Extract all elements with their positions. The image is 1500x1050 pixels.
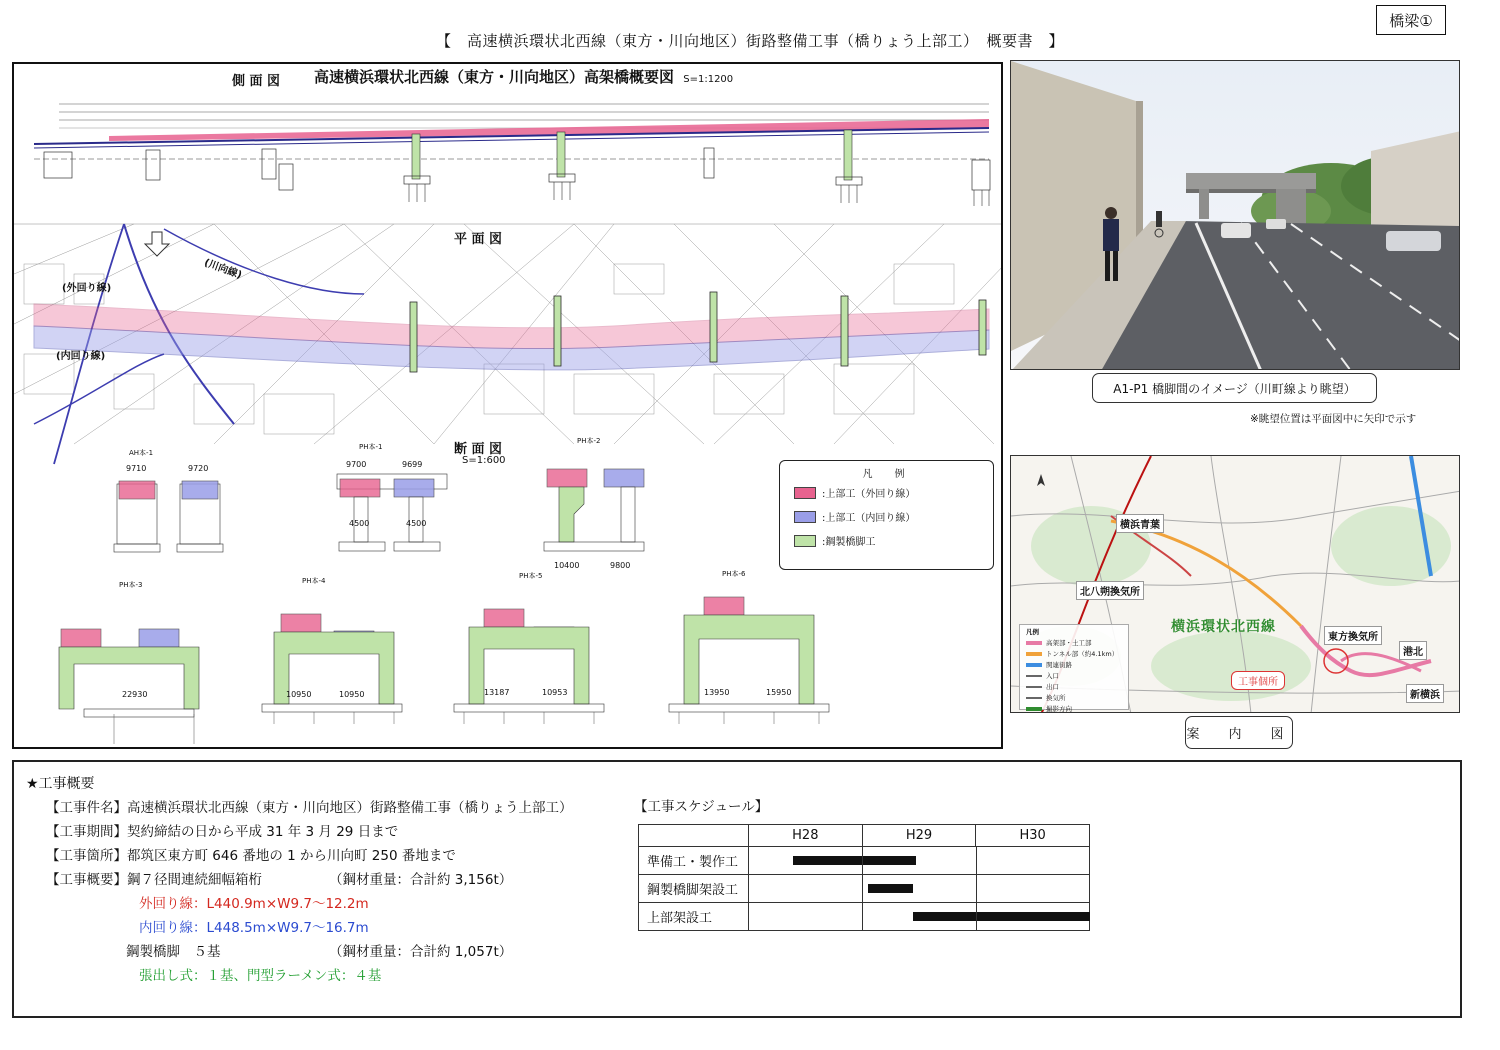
- map-legend-item: 入口: [1026, 671, 1122, 680]
- map-label-shin-yokohama: 新横浜: [1406, 684, 1444, 703]
- map-label-kitahassaku: 北八朔換気所: [1076, 581, 1144, 600]
- pier-label: PH本-4: [302, 577, 326, 585]
- map-label-kohoku: 港北: [1399, 641, 1427, 660]
- year-divider: [862, 903, 863, 930]
- inner-line-label: (内回り線): [56, 351, 106, 362]
- pier-label: PH本-1: [359, 443, 383, 451]
- schedule-header-row: [639, 825, 1090, 847]
- section-width: 10950: [286, 690, 312, 699]
- pier-label: PH本-2: [577, 437, 601, 445]
- section-width: 9800: [610, 561, 631, 570]
- rendering-svg: [1011, 61, 1460, 370]
- cross-section-drawings: [59, 469, 829, 744]
- bridge-drawing-panel: [12, 62, 1003, 749]
- schedule-row: [639, 875, 1090, 903]
- schedule-task-label: 準備工・製作工: [639, 847, 749, 875]
- route-name-label: 横浜環状北西線: [1171, 619, 1276, 635]
- plan-view-label: 平 面 図: [454, 232, 503, 247]
- section-width: 4500: [406, 519, 427, 528]
- section-scale: S=1:600: [462, 455, 506, 466]
- map-legend-item: 関連街路: [1026, 660, 1122, 669]
- document-tag: 橋梁①: [1376, 5, 1446, 35]
- overview-inner-line: 内回り線：L448.5m×W9.7～16.7m: [139, 920, 369, 936]
- schedule-row: [639, 903, 1090, 931]
- overview-piers-weight: （鋼材重量：合計約 1,057t）: [329, 944, 513, 960]
- section-width: 10400: [554, 561, 580, 570]
- section-label: 断 面 図: [454, 442, 503, 457]
- legend-item-outer: [794, 485, 915, 500]
- schedule-bar-cell: [749, 847, 1090, 875]
- overview-outer-line: 外回り線：L440.9m×W9.7～12.2m: [139, 896, 369, 912]
- overview-piers: 鋼製橋脚 ５基: [126, 944, 221, 960]
- overview-summary-weight: （鋼材重量：合計約 3,156t）: [329, 872, 513, 888]
- section-width: 13950: [704, 688, 730, 697]
- section-width: 15950: [766, 688, 792, 697]
- schedule-bar: [913, 912, 1090, 921]
- side-view-drawing: [34, 104, 990, 206]
- schedule-task-label: 上部架設工: [639, 903, 749, 931]
- schedule-row: [639, 847, 1090, 875]
- pier-label: PH本-6: [722, 570, 746, 578]
- year-divider: [862, 875, 863, 902]
- overview-heading: ★工事概要: [26, 776, 95, 792]
- schedule-header-blank: [639, 825, 749, 847]
- map-legend-item: トンネル部（約4.1km）: [1026, 649, 1122, 658]
- rendering-caption: A1-P1 橋脚間のイメージ（川町線より眺望）: [1092, 373, 1377, 403]
- legend-title: 凡 例: [862, 469, 911, 480]
- schedule-task-label: 鋼製橋脚架設工: [639, 875, 749, 903]
- map-label-higashikata: 東方換気所: [1324, 626, 1382, 645]
- legend-label: :上部工（外回り線）: [822, 489, 916, 500]
- year-divider: [862, 847, 863, 874]
- drawing-title: 高速横浜環状北西線（東方・川向地区）高架橋概要図 S=1:1200: [314, 68, 734, 86]
- overview-location: 【工事箇所】都筑区東方町 646 番地の 1 から川向町 250 番地まで: [46, 848, 456, 864]
- page-title: 【 高速横浜環状北西線（東方・川向地区）街路整備工事（橋りょう上部工） 概要書 】: [435, 32, 1064, 50]
- legend-item-inner: [794, 509, 915, 524]
- section-width: 4500: [349, 519, 370, 528]
- schedule-bar: [868, 884, 912, 893]
- section-width: 22930: [122, 690, 148, 699]
- viaduct-rendering-image: [1010, 60, 1460, 370]
- map-legend: [1019, 624, 1129, 713]
- schedule-bar: [793, 856, 916, 865]
- map-legend-item: 高架部・土工部: [1026, 638, 1122, 647]
- section-width: 10950: [339, 690, 365, 699]
- rendering-note: ※眺望位置は平面図中に矢印で示す: [1250, 413, 1417, 425]
- map-legend-item: 撮影方向: [1026, 704, 1122, 713]
- section-width: 9700: [346, 460, 367, 469]
- map-legend-title: 凡例: [1026, 628, 1039, 636]
- schedule-year: H28: [749, 825, 863, 847]
- year-divider: [976, 875, 977, 902]
- guide-map: [1010, 455, 1460, 713]
- overview-name: 【工事件名】高速横浜環状北西線（東方・川向地区）街路整備工事（橋りょう上部工）: [46, 800, 573, 816]
- side-view-label: 側 面 図: [232, 74, 281, 89]
- kawamuko-line-label: (川向線): [202, 257, 244, 282]
- pier-label: PH本-5: [519, 572, 543, 580]
- map-legend-item: 出口: [1026, 682, 1122, 691]
- schedule-year: H30: [976, 825, 1090, 847]
- schedule-bar-cell: [749, 903, 1090, 931]
- drawing-scale: S=1:1200: [683, 74, 734, 85]
- year-divider: [976, 847, 977, 874]
- drawing-legend: [779, 460, 994, 570]
- bridge-drawing-svg: [14, 64, 1003, 749]
- schedule-year: H29: [862, 825, 976, 847]
- schedule-title: 【工事スケジュール】: [634, 799, 769, 815]
- overview-summary: 【工事概要】鋼７径間連続細幅箱桁: [46, 872, 262, 888]
- legend-label: :上部工（内回り線）: [822, 513, 916, 524]
- map-label-aoba: 横浜青葉: [1116, 514, 1164, 533]
- overview-period: 【工事期間】契約締結の日から平成 31 年 3 月 29 日まで: [46, 824, 399, 840]
- legend-label: :鋼製橋脚工: [822, 537, 876, 548]
- pink-swatch: [794, 487, 816, 499]
- legend-item-pier: [794, 533, 875, 548]
- map-caption: 案 内 図: [1185, 716, 1293, 749]
- blue-swatch: [794, 511, 816, 523]
- map-legend-item: 換気所: [1026, 693, 1122, 702]
- year-divider: [976, 903, 977, 930]
- pier-label: PH本-3: [119, 581, 143, 589]
- construction-overview-panel: [12, 760, 1462, 1018]
- outer-line-label: (外回り線): [62, 283, 112, 294]
- section-width: 9710: [126, 464, 147, 473]
- section-width: 9699: [402, 460, 423, 469]
- construction-site-tag: 工事個所: [1231, 671, 1285, 690]
- section-width: 9720: [188, 464, 209, 473]
- section-width: 10953: [542, 688, 568, 697]
- schedule-bar-cell: [749, 875, 1090, 903]
- green-swatch: [794, 535, 816, 547]
- section-width: 13187: [484, 688, 510, 697]
- pier-label: AH本-1: [129, 449, 154, 457]
- schedule-table: [638, 824, 1090, 931]
- overview-pier-types: 張出し式：１基、門型ラーメン式：４基: [139, 968, 382, 984]
